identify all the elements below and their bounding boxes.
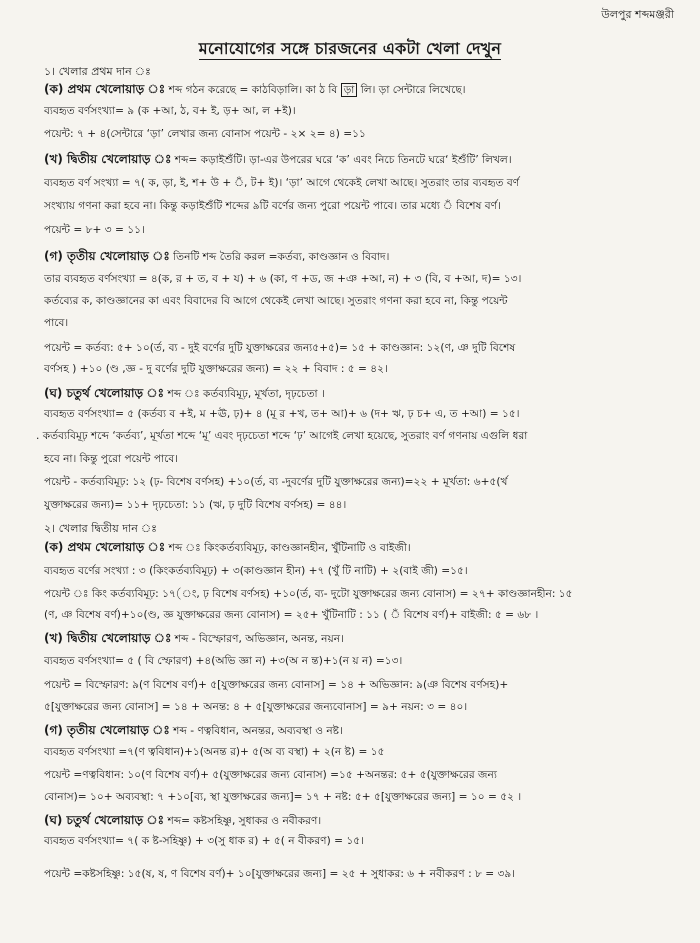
- r2-p4-points: পয়েন্ট =কষ্টসহিষ্ণু: ১৫(ষ, ষ, ণ বিশেষ বর্ণ)+ ১০[যুক্তাক্ষরের জন্য] = ২৫ + সুধাকর: ৬ + নবীকরণ : ৮ = ৩৯।: [44, 868, 516, 880]
- r1-p3-desc: তিনটি শব্দ তৈরি করল =কর্তব্য, কাণ্ডজ্ঞান ও বিবাদ।: [173, 251, 390, 263]
- r1-p1-points: পয়েন্ট: ৭ + ৪(সেন্টারে ‘ড়া’ লেখার জন্য বোনাস পয়েন্ট - ২× ২= ৪) =১১: [44, 128, 366, 140]
- r1-p2-used-1: ব্যবহৃত বর্ণ সংখ্যা = ৭( ক, ড়া, ই, শ+ উ + ঁ, ট+ ই)। ‘ড়া’ আগে থেকেই লেখা আছে। সুতরাং তার ব্যবহৃত বর্ণ: [44, 177, 520, 189]
- r1-p3-heading-line: [44, 248, 674, 265]
- r2-p2-heading-line: [44, 630, 674, 647]
- r2-p4-used: ব্যবহৃত বর্ণসংখ্যা= ৭( ক ষ্ট-সহিষ্ণু) + ৩(সু ধাক র) + ৫( ন বীকরণ) = ১৫।: [44, 835, 364, 847]
- r1-p1-heading-line: [44, 81, 674, 98]
- r1-p3-note-1: কর্তব্যের ক, কাণ্ডজ্ঞানের কা এবং বিবাদের বি আগে থেকেই লেখা আছে। সুতরাং গণনা করা হবে না, কিন্তু পয়েন্ট: [44, 295, 508, 307]
- r1-p4-note-1: . কর্তব্যবিমূঢ় শব্দে ‘কর্তব্য’, মূর্খতা শব্দে ‘মূ’ এবং দৃঢ়চেতা শব্দে ‘ঢ়’ আগেই লেখা হয়েছে, সুতরাং বর্ণ গণনায় এগুলি ধরা: [36, 430, 528, 442]
- r2-p4-heading-line: [44, 812, 674, 829]
- r1-p4-used: ব্যবহৃত বর্ণসংখ্যা= ৫ (কর্তব্য ব +ই, ম +ঊ, ঢ়)+ ৪ (মূ র +খ, ত+ আ)+ ৬ (দ+ ঋ, ঢ় চ+ এ, ত +আ) = ১৫।: [44, 408, 520, 420]
- r2-p2-used: ব্যবহৃত বর্ণসংখ্যা= ৫ ( বি স্ফোরণ) +৪(অভি জ্ঞা ন) +৩(অ ন ন্ত)+১(ন য় ন) =১৩।: [44, 655, 403, 667]
- r2-p1-points-1: পয়েন্ট ঃ কিং কর্তব্যবিমূঢ়: ১৭(ং, ঢ় বিশেষ বর্ণসহ) +১০(র্ত, ব্য- দুটো যুক্তাক্ষরের জন্য বোনাস) = ২৭+ কাণ্ডজ্ঞানহীন: ১৫: [44, 588, 573, 600]
- round1-label: ১। খেলার প্রথম দান ঃ: [44, 65, 151, 78]
- r1-p2-used-2: সংখ্যায় গণনা করা হবে না। কিন্তু কড়াইশুঁটি শব্দের ৯টি বর্ণের জন্য পুরো পয়েন্ট পাবে। তার মধ্যে ঁ বিশেষ বর্ণ।: [44, 200, 501, 212]
- r1-p2-head: (খ) দ্বিতীয় খেলোয়াড় ঃ: [44, 152, 172, 166]
- r2-p4-head: (ঘ) চতুর্থ খেলোয়াড় ঃ: [44, 813, 165, 827]
- r1-p1-used: ব্যবহৃত বর্ণসংখ্যা= ৯ (ক +আ, ঠ, ব+ ই, ড়+ আ, ল +ই)।: [44, 105, 296, 117]
- r2-p2-desc: শব্দ - বিস্ফোরণ, অভিজ্ঞান, অনন্ত, নয়ন।: [174, 633, 344, 645]
- r1-p4-head: (ঘ) চতুর্থ খেলোয়াড় ঃ: [44, 386, 165, 400]
- r2-p4-desc: শব্দ= কষ্টসহিষ্ণু, সুধাকর ও নবীকরণ।: [167, 815, 322, 827]
- r2-p3-used: ব্যবহৃত বর্ণসংখ্যা =৭(ণ ত্ববিধান)+১(অনন্ত র)+ ৫(অ ব্য বস্থা) + ২(ন ষ্ট) = ১৫: [44, 746, 385, 758]
- r1-p4-note-2: হবে না। কিন্তু পুরো পয়েন্ট পাবে।: [44, 453, 179, 465]
- r1-p2-points: পয়েন্ট = ৮+ ৩ = ১১।: [44, 224, 145, 236]
- r1-p2-heading-line: [44, 151, 674, 168]
- r1-p4-heading-line: [44, 385, 674, 402]
- r2-p3-points-1: পয়েন্ট =ণত্ববিধান: ১০(ণ বিশেষ বর্ণ)+ ৫(যুক্তাক্ষরের জন্য বোনাস) =১৫ +অনন্তর: ৫+ ৫(যুক্তাক্ষরের জন্য: [44, 769, 497, 781]
- r1-p2-desc: শব্দ= কড়াইশুঁটি। ড়া-এর উপরের ঘরে ‘ক’ এবং নিচে তিনটে ঘরে‘ ইশুঁটি’ লিখল।: [174, 154, 512, 166]
- r2-p1-desc: শব্দ ঃ কিংকর্তব্যবিমূঢ়, কাণ্ডজ্ঞানহীন, খুঁটিনাটি ও বাইজী।: [168, 542, 411, 554]
- r2-p1-points-2: (ণ, ঞ বিশেষ বর্ণ)+১০(ণ্ড, জ্ঞ যুক্তাক্ষরের জন্য বোনাস) = ২৫+ খুঁটিনাটি : ১১ ( ঁ বিশেষ বর্ণ)+ বাইজী: ৫ = ৬৮ ।: [44, 609, 539, 621]
- r1-p4-points-2: যুক্তাক্ষরের জন্য)= ১১+ দৃঢ়চেতা: ১১ (ঋ, ঢ় দুটি বিশেষ বর্ণসহ) = ৪৪।: [44, 499, 347, 511]
- corner-label: উলপুর শব্দমঞ্জরী: [601, 8, 674, 21]
- r2-p2-head: (খ) দ্বিতীয় খেলোয়াড় ঃ: [44, 631, 172, 645]
- r1-p3-head: (গ) তৃতীয় খেলোয়াড় ঃ: [44, 249, 170, 263]
- r1-p1-desc-box: ড়া: [341, 83, 358, 97]
- r2-p3-desc: শব্দ - ণত্ববিধান, অনন্তর, অব্যবস্থা ও নষ্ট।: [173, 725, 343, 737]
- r1-p3-points-2: বর্ণসহ ) +১০ (ণ্ড ,জ্ঞ - দু বর্ণের দুটি যুক্তাক্ষরের জন্য) = ২২ + বিবাদ : ৫ = ৪২।: [44, 363, 388, 375]
- r1-p1-desc-b: লি। ড়া সেন্টারে লিখেছে।: [360, 84, 466, 96]
- r1-p4-desc: শব্দ ঃ কর্তব্যবিমূঢ়, মূর্খতা, দৃঢ়চেতা ।: [167, 388, 325, 400]
- r2-p3-points-2: বোনাস)= ১০+ অব্যবস্থা: ৭ +১০[ব্য, স্থা যুক্তাক্ষরের জন্য]= ১৭ + নষ্ট: ৫+ ৫[যুক্তাক্ষরের জন্য] = ১০ = ৫২ ।: [44, 791, 522, 803]
- r2-p3-head: (গ) তৃতীয় খেলোয়াড় ঃ: [44, 723, 170, 737]
- r1-p3-note-2: পাবে।: [44, 317, 69, 329]
- r1-p3-points-1: পয়েন্ট = কর্তব্য: ৫+ ১০(র্ত, ব্য - দুই বর্ণের দুটি যুক্তাক্ষরের জন্য৫+৫)= ১৫ + কাণ্ডজ্ঞান: ১২(ণ, ঞ দুটি বিশেষ: [44, 342, 516, 354]
- r1-p1-desc-a: শব্দ গঠন করেছে = কাঠবিড়ালি। কা ঠ বি: [168, 84, 338, 96]
- r2-p1-used: ব্যবহৃত বর্ণের সংখ্যা : ৩ (কিংকর্তব্যবিমূঢ়) + ৩(কাণ্ডজ্ঞান হীন) +৭ (খুঁ টি নাটি) + ২(বাই জী) =১৫।: [44, 565, 468, 577]
- r2-p1-heading-line: [44, 539, 674, 556]
- r2-p3-heading-line: [44, 722, 674, 739]
- page-title: মনোযোগের সঙ্গে চারজনের একটা খেলা দেখুন: [198, 39, 502, 58]
- r1-p1-head: (ক) প্রথম খেলোয়াড় ঃ: [44, 82, 166, 96]
- r2-p2-points-1: পয়েন্ট = বিস্ফোরণ: ৯(ণ বিশেষ বর্ণ)+ ৫[যুক্তাক্ষরের জন্য বোনাস] = ১৪ + অভিজ্ঞান: ৯(ঞ বিশেষ বর্ণসহ)+: [44, 679, 509, 691]
- r2-p1-head: (ক) প্রথম খেলোয়াড় ঃ: [44, 540, 166, 554]
- r1-p3-used: তার ব্যবহৃত বর্ণসংখ্যা = ৪(ক, র + ত, ব + য) + ৬ (কা, ণ +ড, জ +ঞ +আ, ন) + ৩ (বি, ব +আ, দ)= ১৩।: [44, 273, 522, 285]
- r2-p2-points-2: ৫[যুক্তাক্ষরের জন্য বোনাস] = ১৪ + অনন্ত: ৪ + ৫[যুক্তাক্ষরের জন্যবোনাস] = ৯+ নয়ন: ৩ = ৪০।: [44, 701, 468, 713]
- round2-label: ২। খেলার দ্বিতীয় দান ঃ: [44, 522, 158, 535]
- r1-p4-points-1: পয়েন্ট - কর্তব্যবিমূঢ়: ১২ (ঢ়- বিশেষ বর্ণসহ) +১০(র্ত, ব্য -দুবর্ণের দুটি যুক্তাক্ষরের জন্য)=২২ + মূর্খতা: ৬+৫(র্খ: [44, 476, 508, 488]
